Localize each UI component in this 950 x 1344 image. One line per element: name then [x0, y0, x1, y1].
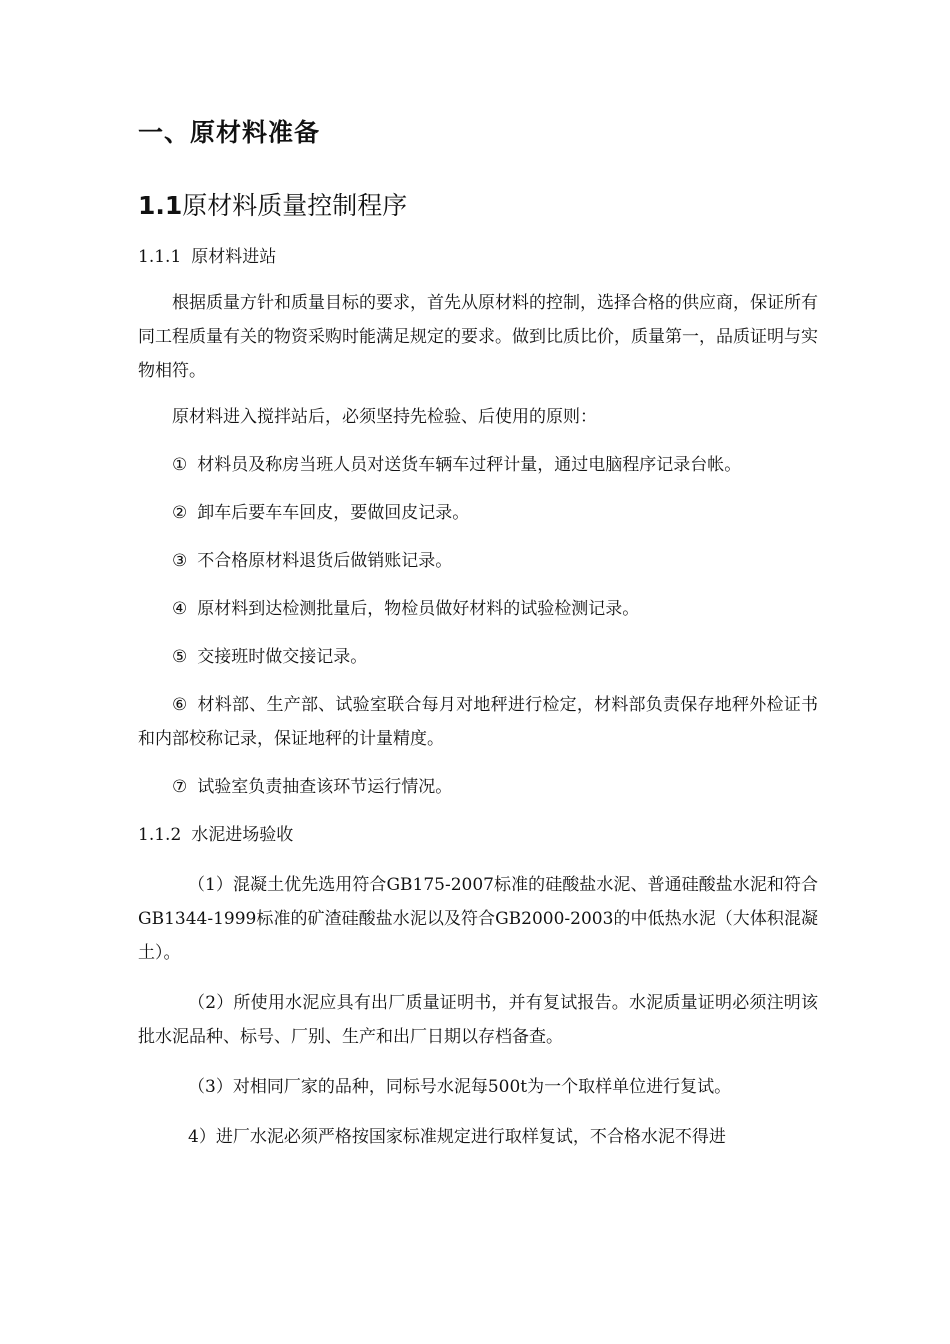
list-item-1 [138, 448, 818, 482]
paragraph-text: 对相同厂家的品种，同标号水泥每500t为一个取样单位进行复试。 [232, 1077, 732, 1097]
list-marker: ③ [172, 551, 188, 571]
paragraph-intro: 根据质量方针和质量目标的要求，首先从原材料的控制，选择合格的供应商，保证所有同工程质量有关的物资采购时能满足规定的要求。做到比质比价，质量第一，品质证明与实物相符。 [138, 293, 818, 381]
list-item-text: 原材料到达检测批量后，物检员做好材料的试验检测记录。 [197, 599, 640, 619]
section-title: 原材料质量控制程序 [182, 191, 408, 220]
subsection-title: 水泥进场验收 [191, 825, 294, 845]
paragraph-marker: （1） [188, 875, 233, 895]
list-item-5 [138, 640, 818, 674]
numbered-paragraph-2 [138, 986, 818, 1054]
paragraph-text: 所使用水泥应具有出厂质量证明书，并有复试报告。水泥质量证明必须注明该批水泥品种、标号、厂别、生产和出厂日期以存档备查。 [138, 993, 818, 1047]
subsection-number: 1.1.2 [138, 825, 182, 845]
paragraph-text: 混凝土优先选用符合GB175-2007标准的硅酸盐水泥、普通硅酸盐水泥和符合GB1344-1999标准的矿渣硅酸盐水泥以及符合GB2000-2003的中低热水泥（大体积混凝土）。 [138, 875, 818, 963]
list-marker: ④ [172, 599, 188, 619]
list-item-4 [138, 592, 818, 626]
section-number: 1.1 [138, 191, 183, 220]
list-item-text: 材料部、生产部、试验室联合每月对地秤进行检定，材料部负责保存地秤外检证书和内部校称记录，保证地秤的计量精度。 [138, 695, 818, 749]
numbered-paragraph-3 [138, 1070, 818, 1104]
subsection-heading-1 [138, 240, 818, 274]
list-item-text: 试验室负责抽查该环节运行情况。 [197, 777, 453, 797]
subsection-number: 1.1.1 [138, 247, 182, 267]
subsection-title: 原材料进站 [191, 247, 277, 267]
list-marker: ⑤ [172, 647, 188, 667]
paragraph-marker: 4） [188, 1127, 216, 1147]
list-item-3 [138, 544, 818, 578]
paragraph-marker: （2） [188, 993, 234, 1013]
list-item-text: 不合格原材料退货后做销账记录。 [197, 551, 453, 571]
document-body [138, 110, 818, 1154]
paragraph-marker: （3） [188, 1077, 233, 1097]
list-item-2 [138, 496, 818, 530]
list-marker: ① [172, 455, 188, 475]
list-marker: ② [172, 503, 188, 523]
list-item-6 [138, 688, 818, 756]
list-marker: ⑥ [172, 695, 188, 715]
list-item-7 [138, 770, 818, 804]
list-marker: ⑦ [172, 777, 188, 797]
chapter-heading: 一、原材料准备 [138, 118, 321, 147]
paragraph-principle: 原材料进入搅拌站后，必须坚持先检验、后使用的原则： [172, 407, 597, 427]
section-heading [138, 186, 818, 226]
paragraph-text: 进厂水泥必须严格按国家标准规定进行取样复试，不合格水泥不得进 [215, 1127, 726, 1147]
list-item-text: 交接班时做交接记录。 [197, 647, 368, 667]
numbered-paragraph-4 [138, 1120, 818, 1154]
subsection-heading-2 [138, 818, 818, 852]
list-item-text: 材料员及称房当班人员对送货车辆车过秤计量，通过电脑程序记录台帐。 [197, 455, 742, 475]
numbered-paragraph-1 [138, 868, 818, 970]
list-item-text: 卸车后要车车回皮，要做回皮记录。 [197, 503, 470, 523]
